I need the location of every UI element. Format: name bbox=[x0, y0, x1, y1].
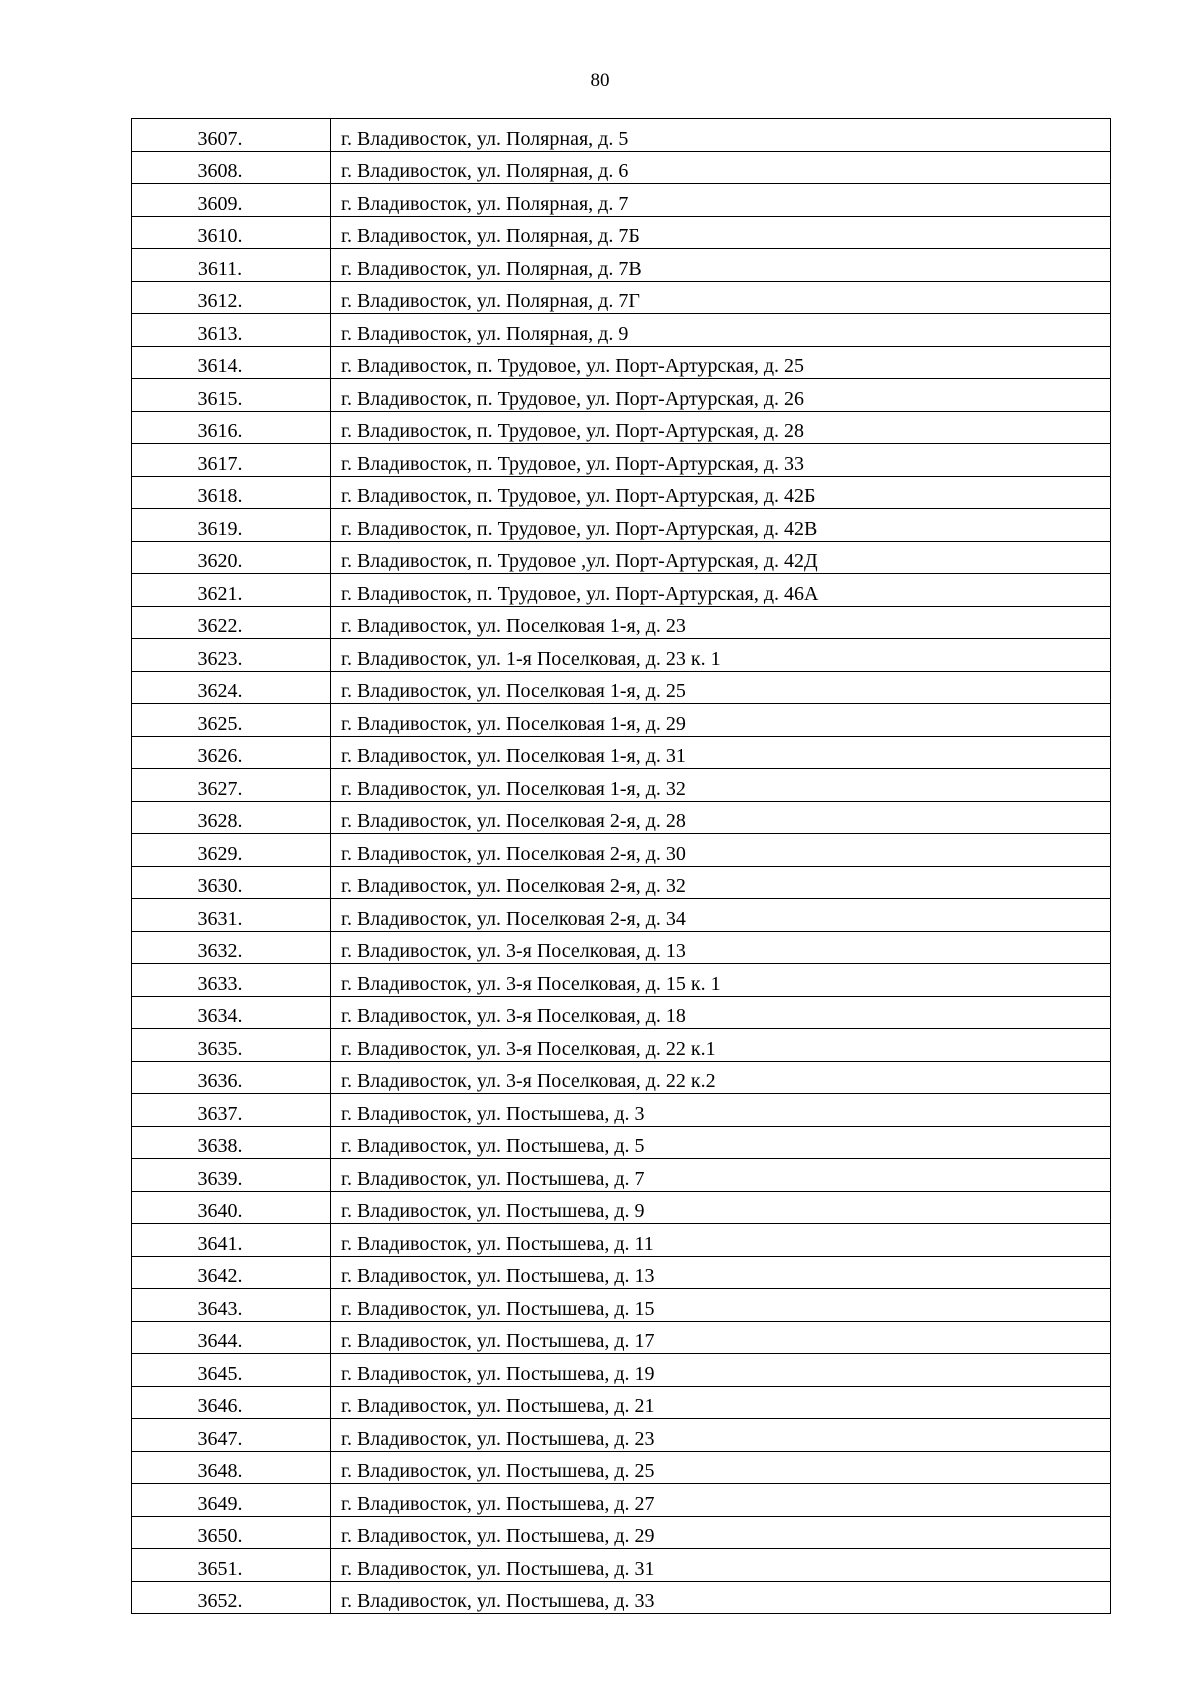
row-address: г. Владивосток, ул. Постышева, д. 9 bbox=[331, 1191, 1111, 1224]
table-row bbox=[132, 1321, 1111, 1354]
row-number: 3634. bbox=[132, 996, 331, 1029]
table-row bbox=[132, 1549, 1111, 1582]
row-address: г. Владивосток, ул. Постышева, д. 5 bbox=[331, 1126, 1111, 1159]
row-address: г. Владивосток, ул. Постышева, д. 3 bbox=[331, 1094, 1111, 1127]
row-address: г. Владивосток, ул. 3-я Поселковая, д. 22 к.2 bbox=[331, 1061, 1111, 1094]
table-row bbox=[132, 996, 1111, 1029]
table-row bbox=[132, 216, 1111, 249]
row-address: г. Владивосток, ул. Поселковая 2-я, д. 34 bbox=[331, 899, 1111, 932]
table-row bbox=[132, 119, 1111, 152]
row-address: г. Владивосток, п. Трудовое ,ул. Порт-Артурская, д. 42Д bbox=[331, 541, 1111, 574]
row-number: 3627. bbox=[132, 769, 331, 802]
row-number: 3610. bbox=[132, 216, 331, 249]
table-row bbox=[132, 606, 1111, 639]
row-number: 3647. bbox=[132, 1419, 331, 1452]
row-number: 3621. bbox=[132, 574, 331, 607]
row-address: г. Владивосток, ул. Полярная, д. 7Б bbox=[331, 216, 1111, 249]
page-number: 80 bbox=[590, 70, 610, 91]
table-row bbox=[132, 574, 1111, 607]
table-row bbox=[132, 931, 1111, 964]
row-number: 3622. bbox=[132, 606, 331, 639]
row-address: г. Владивосток, ул. Постышева, д. 29 bbox=[331, 1516, 1111, 1549]
table-row bbox=[132, 834, 1111, 867]
table-row bbox=[132, 281, 1111, 314]
row-number: 3640. bbox=[132, 1191, 331, 1224]
row-address: г. Владивосток, ул. Постышева, д. 31 bbox=[331, 1549, 1111, 1582]
row-number: 3611. bbox=[132, 249, 331, 282]
row-number: 3607. bbox=[132, 119, 331, 152]
table-row bbox=[132, 866, 1111, 899]
table-row bbox=[132, 509, 1111, 542]
row-address: г. Владивосток, ул. 1-я Поселковая, д. 23 к. 1 bbox=[331, 639, 1111, 672]
row-number: 3632. bbox=[132, 931, 331, 964]
row-address: г. Владивосток, ул. Постышева, д. 17 bbox=[331, 1321, 1111, 1354]
row-address: г. Владивосток, ул. Поселковая 1-я, д. 29 bbox=[331, 704, 1111, 737]
table-row bbox=[132, 1419, 1111, 1452]
row-address: г. Владивосток, ул. Постышева, д. 25 bbox=[331, 1451, 1111, 1484]
row-number: 3643. bbox=[132, 1289, 331, 1322]
row-address: г. Владивосток, п. Трудовое, ул. Порт-Артурская, д. 28 bbox=[331, 411, 1111, 444]
row-number: 3613. bbox=[132, 314, 331, 347]
row-address: г. Владивосток, ул. Постышева, д. 27 bbox=[331, 1484, 1111, 1517]
row-address: г. Владивосток, ул. Постышева, д. 15 bbox=[331, 1289, 1111, 1322]
row-address: г. Владивосток, п. Трудовое, ул. Порт-Артурская, д. 26 bbox=[331, 379, 1111, 412]
row-address: г. Владивосток, ул. Постышева, д. 19 bbox=[331, 1354, 1111, 1387]
table-row bbox=[132, 541, 1111, 574]
row-number: 3637. bbox=[132, 1094, 331, 1127]
table-row bbox=[132, 1191, 1111, 1224]
row-address: г. Владивосток, ул. 3-я Поселковая, д. 22 к.1 bbox=[331, 1029, 1111, 1062]
table-row bbox=[132, 151, 1111, 184]
row-address: г. Владивосток, ул. Поселковая 1-я, д. 32 bbox=[331, 769, 1111, 802]
row-number: 3619. bbox=[132, 509, 331, 542]
row-address: г. Владивосток, ул. 3-я Поселковая, д. 13 bbox=[331, 931, 1111, 964]
table-row bbox=[132, 1581, 1111, 1614]
row-address: г. Владивосток, п. Трудовое, ул. Порт-Артурская, д. 42В bbox=[331, 509, 1111, 542]
row-number: 3620. bbox=[132, 541, 331, 574]
table-row bbox=[132, 671, 1111, 704]
table-row bbox=[132, 639, 1111, 672]
row-address: г. Владивосток, ул. Полярная, д. 7Г bbox=[331, 281, 1111, 314]
row-number: 3612. bbox=[132, 281, 331, 314]
row-address: г. Владивосток, ул. Постышева, д. 23 bbox=[331, 1419, 1111, 1452]
row-address: г. Владивосток, ул. Поселковая 1-я, д. 31 bbox=[331, 736, 1111, 769]
row-number: 3623. bbox=[132, 639, 331, 672]
row-number: 3644. bbox=[132, 1321, 331, 1354]
table-row bbox=[132, 1159, 1111, 1192]
row-address: г. Владивосток, ул. Поселковая 1-я, д. 23 bbox=[331, 606, 1111, 639]
row-number: 3614. bbox=[132, 346, 331, 379]
row-address: г. Владивосток, ул. Постышева, д. 33 bbox=[331, 1581, 1111, 1614]
row-address: г. Владивосток, ул. Полярная, д. 5 bbox=[331, 119, 1111, 152]
table-row bbox=[132, 1029, 1111, 1062]
row-number: 3649. bbox=[132, 1484, 331, 1517]
row-address: г. Владивосток, ул. Поселковая 2-я, д. 32 bbox=[331, 866, 1111, 899]
row-number: 3645. bbox=[132, 1354, 331, 1387]
table-row bbox=[132, 379, 1111, 412]
row-number: 3626. bbox=[132, 736, 331, 769]
table-row bbox=[132, 704, 1111, 737]
row-number: 3652. bbox=[132, 1581, 331, 1614]
table-row bbox=[132, 899, 1111, 932]
address-table bbox=[131, 118, 1111, 1614]
row-address: г. Владивосток, ул. Постышева, д. 11 bbox=[331, 1224, 1111, 1257]
table-row bbox=[132, 184, 1111, 217]
row-number: 3638. bbox=[132, 1126, 331, 1159]
row-number: 3608. bbox=[132, 151, 331, 184]
table-row bbox=[132, 1386, 1111, 1419]
row-number: 3646. bbox=[132, 1386, 331, 1419]
row-address: г. Владивосток, ул. Поселковая 1-я, д. 25 bbox=[331, 671, 1111, 704]
table-row bbox=[132, 314, 1111, 347]
table-row bbox=[132, 1061, 1111, 1094]
row-address: г. Владивосток, ул. Полярная, д. 7 bbox=[331, 184, 1111, 217]
row-number: 3635. bbox=[132, 1029, 331, 1062]
row-address: г. Владивосток, п. Трудовое, ул. Порт-Артурская, д. 46А bbox=[331, 574, 1111, 607]
row-number: 3636. bbox=[132, 1061, 331, 1094]
table-row bbox=[132, 1516, 1111, 1549]
row-address: г. Владивосток, ул. Постышева, д. 21 bbox=[331, 1386, 1111, 1419]
table-row bbox=[132, 1354, 1111, 1387]
row-address: г. Владивосток, ул. Постышева, д. 7 bbox=[331, 1159, 1111, 1192]
table-row bbox=[132, 411, 1111, 444]
table-row bbox=[132, 736, 1111, 769]
row-number: 3642. bbox=[132, 1256, 331, 1289]
row-address: г. Владивосток, п. Трудовое, ул. Порт-Артурская, д. 33 bbox=[331, 444, 1111, 477]
table-row bbox=[132, 1094, 1111, 1127]
row-number: 3629. bbox=[132, 834, 331, 867]
row-number: 3616. bbox=[132, 411, 331, 444]
table-row bbox=[132, 444, 1111, 477]
row-address: г. Владивосток, ул. Поселковая 2-я, д. 28 bbox=[331, 801, 1111, 834]
address-table-body bbox=[132, 119, 1111, 1614]
row-number: 3648. bbox=[132, 1451, 331, 1484]
table-row bbox=[132, 801, 1111, 834]
table-row bbox=[132, 1289, 1111, 1322]
row-address: г. Владивосток, ул. Постышева, д. 13 bbox=[331, 1256, 1111, 1289]
row-number: 3633. bbox=[132, 964, 331, 997]
row-number: 3628. bbox=[132, 801, 331, 834]
table-row bbox=[132, 249, 1111, 282]
table-row bbox=[132, 1484, 1111, 1517]
row-number: 3625. bbox=[132, 704, 331, 737]
row-address: г. Владивосток, ул. Полярная, д. 9 bbox=[331, 314, 1111, 347]
row-address: г. Владивосток, ул. Полярная, д. 6 bbox=[331, 151, 1111, 184]
table-row bbox=[132, 1126, 1111, 1159]
row-number: 3618. bbox=[132, 476, 331, 509]
row-number: 3641. bbox=[132, 1224, 331, 1257]
table-row bbox=[132, 1256, 1111, 1289]
row-address: г. Владивосток, ул. 3-я Поселковая, д. 18 bbox=[331, 996, 1111, 1029]
row-number: 3624. bbox=[132, 671, 331, 704]
row-number: 3639. bbox=[132, 1159, 331, 1192]
row-address: г. Владивосток, п. Трудовое, ул. Порт-Артурская, д. 42Б bbox=[331, 476, 1111, 509]
table-row bbox=[132, 1451, 1111, 1484]
row-number: 3630. bbox=[132, 866, 331, 899]
table-row bbox=[132, 346, 1111, 379]
row-number: 3631. bbox=[132, 899, 331, 932]
row-number: 3651. bbox=[132, 1549, 331, 1582]
table-row bbox=[132, 769, 1111, 802]
row-number: 3615. bbox=[132, 379, 331, 412]
row-address: г. Владивосток, ул. Полярная, д. 7В bbox=[331, 249, 1111, 282]
row-number: 3650. bbox=[132, 1516, 331, 1549]
row-address: г. Владивосток, ул. Поселковая 2-я, д. 30 bbox=[331, 834, 1111, 867]
row-address: г. Владивосток, п. Трудовое, ул. Порт-Артурская, д. 25 bbox=[331, 346, 1111, 379]
row-address: г. Владивосток, ул. 3-я Поселковая, д. 15 к. 1 bbox=[331, 964, 1111, 997]
row-number: 3617. bbox=[132, 444, 331, 477]
row-number: 3609. bbox=[132, 184, 331, 217]
table-row bbox=[132, 964, 1111, 997]
table-row bbox=[132, 1224, 1111, 1257]
table-row bbox=[132, 476, 1111, 509]
